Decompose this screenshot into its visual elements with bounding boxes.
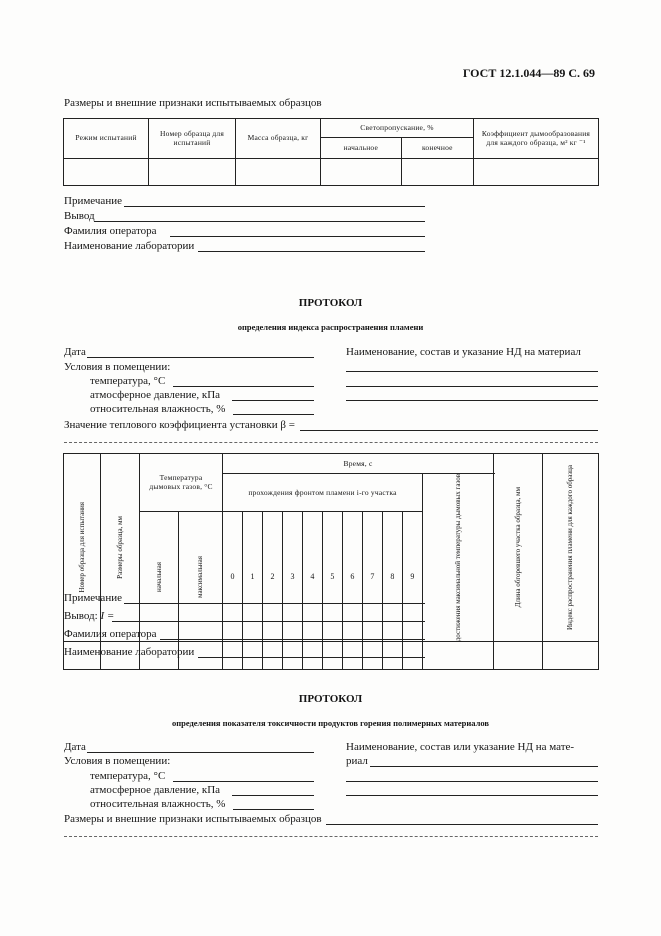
col-index: Индекс распространения пламени для каждого образца bbox=[543, 454, 599, 642]
humidity-line[interactable] bbox=[233, 414, 314, 415]
protocol2-subtitle: определения показателя токсичности продуктов горения полимерных материалов bbox=[171, 718, 490, 728]
conditions-label: Условия в помещении: bbox=[64, 755, 171, 767]
empty-cell[interactable] bbox=[282, 642, 302, 670]
date-label: Дата bbox=[64, 741, 86, 753]
date-label: Дата bbox=[64, 346, 86, 358]
pressure-line[interactable] bbox=[232, 400, 314, 401]
dashed-line[interactable] bbox=[64, 836, 598, 837]
lab-line[interactable] bbox=[198, 657, 425, 658]
col-time: Время, с bbox=[223, 454, 494, 474]
empty-cell[interactable] bbox=[362, 642, 382, 670]
conclusion-label: Вывод: I = bbox=[64, 610, 115, 622]
material-label: Наименование, состав и указание НД на материал bbox=[346, 346, 581, 358]
pressure-line[interactable] bbox=[232, 795, 314, 796]
section-9: 9 bbox=[402, 511, 422, 641]
note-label: Примечание bbox=[64, 592, 122, 604]
sizes-label: Размеры и внешние признаки испытываемых образцов bbox=[64, 813, 322, 825]
lab-line[interactable] bbox=[198, 251, 425, 252]
note-label: Примечание bbox=[64, 195, 122, 207]
col-smoke-coef: Коэффициент дымообразования для каждого образца, м² кг ⁻¹ bbox=[474, 119, 599, 159]
material-line[interactable] bbox=[346, 795, 598, 796]
temperature-label: температура, °C bbox=[90, 375, 166, 387]
material-line[interactable] bbox=[370, 766, 598, 767]
empty-cell[interactable] bbox=[322, 642, 342, 670]
empty-cell[interactable] bbox=[149, 158, 236, 185]
section-6: 6 bbox=[342, 511, 362, 641]
empty-cell[interactable] bbox=[223, 642, 243, 670]
humidity-label: относительная влажность, % bbox=[90, 403, 226, 415]
temperature-line[interactable] bbox=[173, 781, 314, 782]
section-0: 0 bbox=[223, 511, 243, 641]
pressure-label: атмосферное давление, кПа bbox=[90, 389, 221, 401]
empty-cell[interactable] bbox=[543, 642, 599, 670]
empty-cell[interactable] bbox=[64, 158, 149, 185]
empty-cell[interactable] bbox=[401, 158, 473, 185]
date-line[interactable] bbox=[87, 752, 314, 753]
date-line[interactable] bbox=[87, 357, 314, 358]
material-line[interactable] bbox=[346, 400, 598, 401]
section-5: 5 bbox=[322, 511, 342, 641]
section-1: 1 bbox=[242, 511, 262, 641]
operator-label: Фамилия оператора bbox=[64, 225, 157, 237]
dashed-line[interactable] bbox=[64, 442, 598, 443]
empty-cell[interactable] bbox=[236, 158, 321, 185]
material-label-cont: риал bbox=[346, 755, 368, 767]
temperature-label: температура, °C bbox=[90, 770, 166, 782]
conclusion-line[interactable] bbox=[112, 621, 425, 622]
heat-coef-label: Значение теплового коэффициента установки β = bbox=[64, 419, 295, 431]
protocol1-title: ПРОТОКОЛ bbox=[298, 297, 363, 309]
operator-line[interactable] bbox=[160, 639, 425, 640]
note-line[interactable] bbox=[124, 206, 425, 207]
heat-coef-line[interactable] bbox=[300, 430, 598, 431]
col-temp: Температура дымовых газов, °C bbox=[140, 454, 223, 512]
conclusion-line[interactable] bbox=[94, 221, 425, 222]
col-mode: Режим испытаний bbox=[64, 119, 149, 159]
section-7: 7 bbox=[362, 511, 382, 641]
conditions-label: Условия в помещении: bbox=[64, 361, 171, 373]
material-line[interactable] bbox=[346, 386, 598, 387]
empty-cell[interactable] bbox=[422, 642, 493, 670]
empty-cell[interactable] bbox=[321, 158, 402, 185]
empty-cell[interactable] bbox=[402, 642, 422, 670]
col-light-initial: начальное bbox=[321, 138, 402, 158]
empty-cell[interactable] bbox=[262, 642, 282, 670]
page-header: ГОСТ 12.1.044—89 С. 69 bbox=[462, 66, 595, 80]
section-3: 3 bbox=[282, 511, 302, 641]
note-line[interactable] bbox=[124, 603, 425, 604]
smoke-table bbox=[63, 118, 599, 186]
empty-cell[interactable] bbox=[382, 642, 402, 670]
material-line[interactable] bbox=[346, 371, 598, 372]
col-mass: Масса образца, кг bbox=[236, 119, 321, 159]
col-temp-max: максимальная bbox=[179, 511, 223, 641]
section-8: 8 bbox=[382, 511, 402, 641]
operator-line[interactable] bbox=[170, 236, 425, 237]
section-4: 4 bbox=[302, 511, 322, 641]
col-reach: достижения максимальной температуры дымовых газов bbox=[422, 474, 493, 642]
sizes-heading: Размеры и внешние признаки испытываемых образцов bbox=[64, 97, 322, 109]
material-line[interactable] bbox=[346, 781, 598, 782]
empty-cell[interactable] bbox=[494, 642, 543, 670]
humidity-label: относительная влажность, % bbox=[90, 798, 226, 810]
empty-cell[interactable] bbox=[342, 642, 362, 670]
humidity-line[interactable] bbox=[233, 809, 314, 810]
empty-cell[interactable] bbox=[242, 642, 262, 670]
col-sample: Номер образца для испытания bbox=[64, 454, 101, 642]
empty-cell[interactable] bbox=[302, 642, 322, 670]
col-front: прохождения фронтом пламени i-го участка bbox=[223, 474, 423, 512]
conclusion-label: Вывод bbox=[64, 210, 95, 222]
lab-label: Наименование лаборатории bbox=[64, 646, 195, 658]
col-sample-number: Номер образца для испытаний bbox=[149, 119, 236, 159]
protocol2-title: ПРОТОКОЛ bbox=[298, 693, 363, 705]
material-label: Наименование, состав или указание НД на мате- bbox=[346, 741, 575, 753]
operator-label: Фамилия оператора bbox=[64, 628, 157, 640]
col-size: Размеры образца, мм bbox=[101, 454, 140, 642]
pressure-label: атмосферное давление, кПа bbox=[90, 784, 221, 796]
temperature-line[interactable] bbox=[173, 386, 314, 387]
col-light-final: конечное bbox=[401, 138, 473, 158]
sizes-line[interactable] bbox=[326, 824, 598, 825]
section-2: 2 bbox=[262, 511, 282, 641]
col-light: Светопропускание, % bbox=[321, 119, 474, 138]
col-length: Длина обгоревшего участка образца, мм bbox=[494, 454, 543, 642]
col-temp-initial: начальная bbox=[140, 511, 179, 641]
lab-label: Наименование лаборатории bbox=[64, 240, 195, 252]
empty-cell[interactable] bbox=[474, 158, 599, 185]
protocol1-subtitle: определения индекса распространения пламени bbox=[237, 322, 424, 332]
